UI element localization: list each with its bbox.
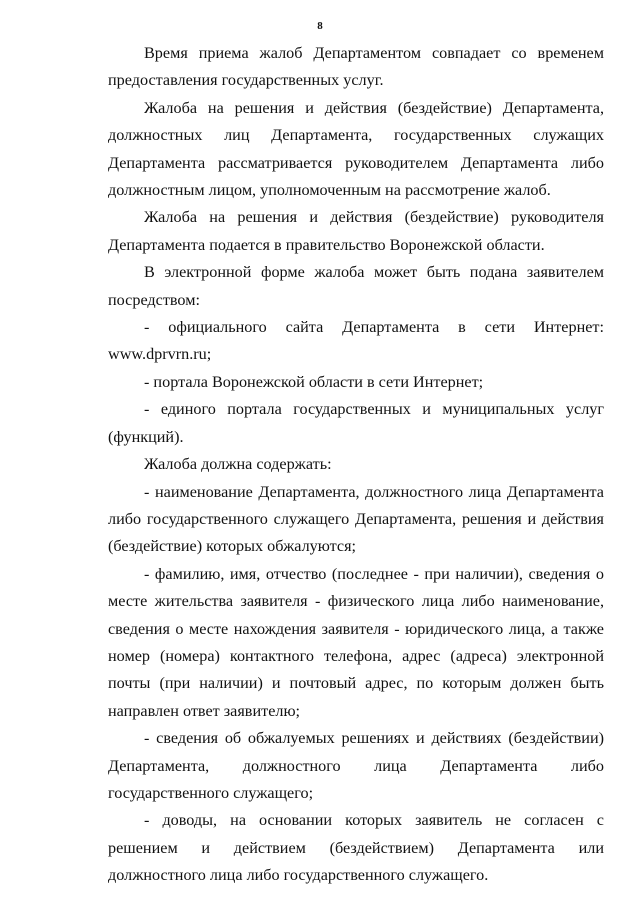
- list-item-unified-portal: - единого портала государственных и муниципальных услуг (функций).: [108, 400, 604, 446]
- paragraph-electronic-form: В электронной форме жалоба может быть подана заявителем посредством:: [108, 263, 604, 309]
- list-item-arguments: - доводы, на основании которых заявитель не согласен с решением и действием (бездействием) Департамента или должностного лица либо государственного служащего.: [108, 811, 604, 885]
- list-item-applicant-details: - фамилию, имя, отчество (последнее - при наличии), сведения о месте жительства заявителя - физического лица либо наименование, сведения о месте нахождения заявителя - юридического лица, а также номер (номера) контактного телефона, адрес (адреса) электронной почты (при наличии) и почтовый адрес, по которым должен быть направлен ответ заявителю;: [108, 564, 604, 720]
- page-number: 8: [317, 20, 323, 32]
- list-item-regional-portal: - портала Воронежской области в сети Интернет;: [144, 372, 484, 391]
- paragraph-complaint-head: Жалоба на решения и действия (бездействие) руководителя Департамента подается в правительство Воронежской области.: [108, 208, 604, 254]
- list-item-official-site: - официального сайта Департамента в сети Интернет: www.dprvrn.ru;: [108, 318, 604, 364]
- list-item-appealed-decisions: - сведения об обжалуемых решениях и действиях (бездействии) Департамента, должностного лица Департамента либо государственного служащего;: [108, 729, 604, 802]
- paragraph-complaint-contents: Жалоба должна содержать:: [144, 455, 332, 474]
- document-body: [108, 40, 604, 890]
- paragraph-complaint-review: Жалоба на решения и действия (бездействие) Департамента, должностных лиц Департамента, государственных служащих Департамента рассматривается руководителем Департамента либо должностным лицом, уполномоченным на рассмотрение жалоб.: [108, 98, 604, 200]
- list-item-department-name: - наименование Департамента, должностного лица Департамента либо государственного служащего Департамента, решения и действия (бездействие) которых обжалуются;: [108, 482, 604, 556]
- paragraph-complaint-time: Время приема жалоб Департаментом совпадает со временем предоставления государственных услуг.: [108, 44, 604, 90]
